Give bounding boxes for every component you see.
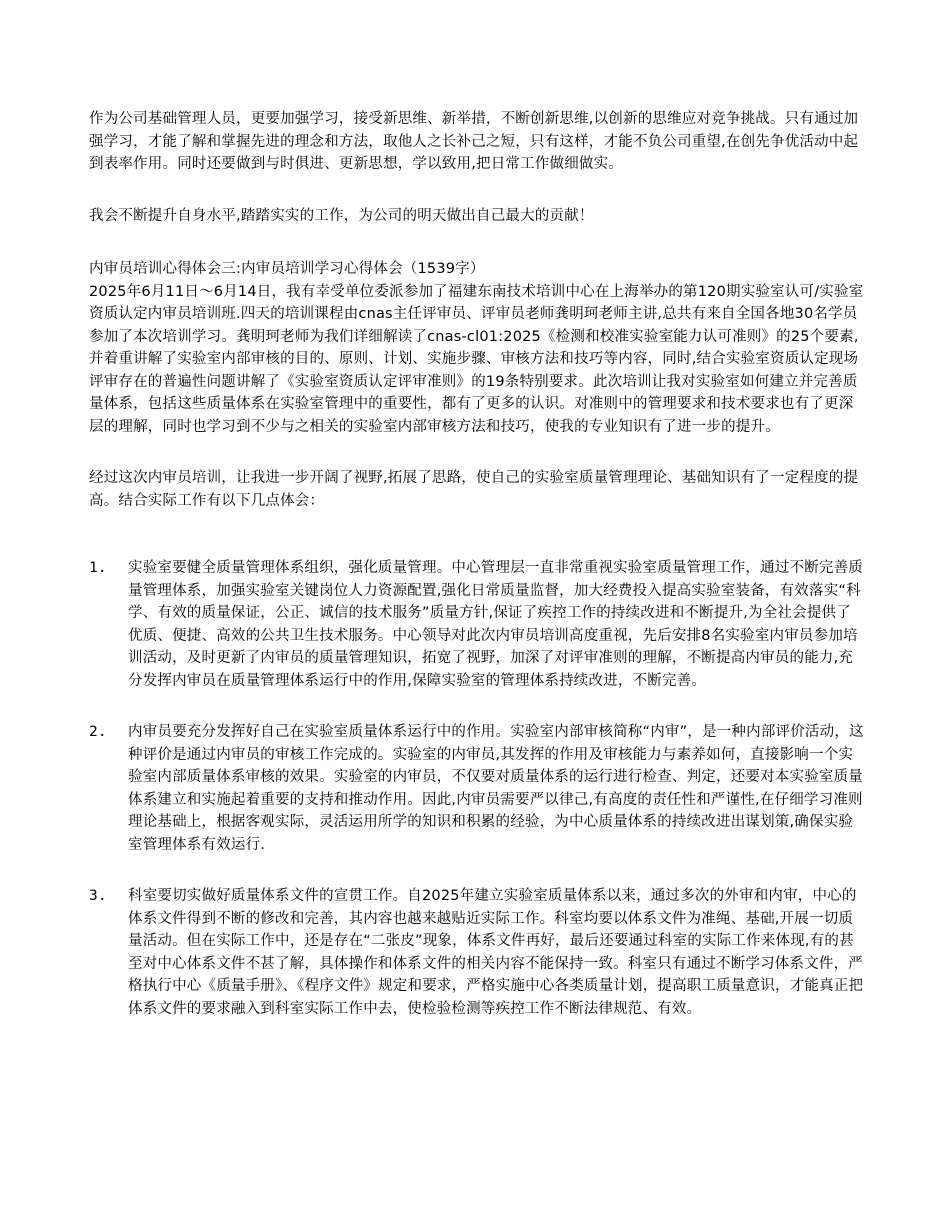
list-number: 2. bbox=[89, 724, 107, 740]
paragraph-training-intro: 2025年6月11日～6月14日，我有幸受单位委派参加了福建东南技术培训中心在上海举办的第120期实验室认可/实验室资质认定内审员培训班.四天的培训课程由cnas主任评审员、评审员老师龚明珂老师主讲,总共有来自全国各地30名学员参加了本次培训学习。龚明珂老师为我们详细解读了cnas-cl01:2025《检测和校准实验室能力认可准则》的25个要素,并着重讲解了实验室内部审核的目的、原则、计划、实施步骤、审核方法和技巧等内容，同时,结合实验室资质认定现场评审存在的普遍性问题讲解了《实验室资质认定评审准则》的19条特别要求。此次培训让我对实验室如何建立并完善质量体系，包括这些质量体系在实验室管理中的重要性，都有了更多的认识。对准则中的管理要求和技术要求也有了更深层的理解，同时也学习到不少与之相关的实验室内部审核方法和技巧，使我的专业知识有了进一步的提升。 bbox=[89, 283, 864, 435]
list-number: 3. bbox=[89, 888, 107, 904]
paragraph-study: 作为公司基础管理人员，更要加强学习，接受新思维、新举措，不断创新思维,以创新的思维应对竞争挑战。只有通过加强学习，才能了解和掌握先进的理念和方法，取他人之长补己之短，只有这样，才能不负公司重望,在创先争优活动中起到表率作用。同时还要做到与时俱进、更新思想，学以致用,把日常工作做细做实。 bbox=[89, 111, 859, 172]
list-item bbox=[89, 721, 864, 856]
list-item bbox=[89, 885, 864, 1020]
list-text: 内审员要充分发挥好自己在实验室质量体系运行中的作用。实验室内部审核简称“内审”，是一种内部评价活动，这种评价是通过内审员的审核工作完成的。实验室的内审员,其发挥的作用及审核能力与素养如何，直接影响一个实验室内部质量体系审核的效果。实验室的内审员，不仅要对质量体系的运行进行检查、判定，还要对本实验室质量体系建立和实施起着重要的支持和推动作用。因此,内审员需要严以律己,有高度的责任性和严谨性,在仔细学习准则理论基础上，根据客观实际，灵活运用所学的知识和积累的经验，为中心质量体系的持续改进出谋划策,确保实验室管理体系有效运行. bbox=[128, 724, 864, 853]
list-number: 1. bbox=[89, 560, 107, 576]
list-text: 科室要切实做好质量体系文件的宣贯工作。自2025年建立实验室质量体系以来，通过多次的外审和内审，中心的体系文件得到不断的修改和完善，其内容也越来越贴近实际工作。科室均要以体系文件为准绳、基础,开展一切质量活动。但在实际工作中，还是存在“二张皮”现象，体系文件再好，最后还要通过科室的实际工作来体现,有的甚至对中心体系文件不甚了解，具体操作和体系文件的相关内容不能保持一致。科室只有通过不断学习体系文件，严格执行中心《质量手册》、《程序文件》规定和要求，严格实施中心各类质量计划，提高职工质量意识，才能真正把体系文件的要求融入到科室实际工作中去，使检验检测等疾控工作不断法律规范、有效。 bbox=[128, 888, 864, 1017]
document-body bbox=[89, 108, 864, 1020]
list-item bbox=[89, 557, 864, 692]
paragraph-summary: 经过这次内审员培训，让我进一步开阔了视野,拓展了思路，使自己的实验室质量管理理论、基础知识有了一定程度的提高。结合实际工作有以下几点体会： bbox=[89, 470, 859, 509]
section-title: 内审员培训心得体会三:内审员培训学习心得体会（1539字） bbox=[89, 261, 485, 277]
paragraph-commitment: 我会不断提升自身水平,踏踏实实的工作，为公司的明天做出自己最大的贡献！ bbox=[89, 207, 594, 224]
list-text: 实验室要健全质量管理体系组织，强化质量管理。中心管理层一直非常重视实验室质量管理工作，通过不断完善质量管理体系，加强实验室关键岗位人力资源配置,强化日常质量监督，加大经费投入提高实验室装备，有效落实“科学、有效的质量保证，公正、诚信的技术服务”质量方针,保证了疾控工作的持续改进和不断提升,为全社会提供了优质、便捷、高效的公共卫生技术服务。中心领导对此次内审员培训高度重视，先后安排8名实验室内审员参加培训活动，及时更新了内审员的质量管理知识，拓宽了视野，加深了对评审准则的理解，不断提高内审员的能力,充分发挥内审员在质量管理体系运行中的作用,保障实验室的管理体系持续改进，不断完善。 bbox=[128, 560, 863, 689]
